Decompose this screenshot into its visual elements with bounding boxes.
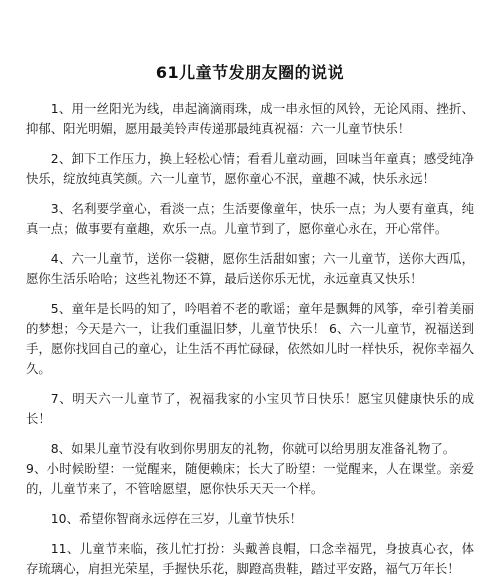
- page-title: 61儿童节发朋友圈的说说: [155, 63, 345, 82]
- paragraph-1: 1、用一丝阳光为线，串起滴滴雨珠，成一串永恒的风铃，无论风雨、挫折、抑郁、阳光明媚，愿用最美铃声传递那最纯真祝福：六一儿童节快乐！: [26, 101, 474, 136]
- paragraph-9: 9、小时候盼望：一觉醒来，随便赖床；长大了盼望：一觉醒来，人在课堂。亲爱的，儿童节来了，不管啥愿望，愿你快乐天天一个样。: [26, 461, 474, 496]
- paragraph-7: 7、明天六一儿童节了，祝福我家的小宝贝节日快乐！愿宝贝健康快乐的成长！: [26, 391, 474, 426]
- paragraph-11: 11、儿童节来临，孩儿忙打扮：头戴善良帽，口念幸福咒，身披真心衣，体存琉璃心，肩担光荣星，手握快乐花，脚蹬高贵鞋，踏过平安路，福气万年长！: [26, 541, 474, 576]
- paragraph-2: 2、卸下工作压力，换上轻松心情；看看儿童动画，回味当年童真；感受纯净快乐，绽放纯真笑颜。六一儿童节，愿你童心不泯，童趣不减，快乐永远！: [26, 151, 474, 186]
- paragraph-8: 8、如果儿童节没有收到你男朋友的礼物，你就可以给男朋友准备礼物了。: [50, 441, 456, 456]
- paragraph-3: 3、名利要学童心，看淡一点；生活要像童年，快乐一点；为人要有童真，纯真一点；做事要有童趣，欢乐一点。儿童节到了，愿你童心永在，开心常伴。: [26, 201, 474, 236]
- paragraph-10: 10、希望你智商永远停在三岁，儿童节快乐！: [50, 511, 302, 526]
- paragraph-4: 4、六一儿童节，送你一袋糖，愿你生活甜如蜜；六一儿童节，送你大西瓜，愿你生活乐哈哈；这些礼物还不算，最后送你乐无忧，永远童真又快乐！: [26, 251, 474, 286]
- paragraph-5: 5、童年是长吗的知了，吟唱着不老的歌谣；童年是飘舞的风筝，牵引着美丽的梦想；今天是六一，让我们重温旧梦，儿童节快乐！ 6、六一儿童节，祝福送到手，愿你找回自己的童心，让生活不再忙碌碌，依然如儿时一样快乐，祝你幸福久久。: [26, 301, 474, 376]
